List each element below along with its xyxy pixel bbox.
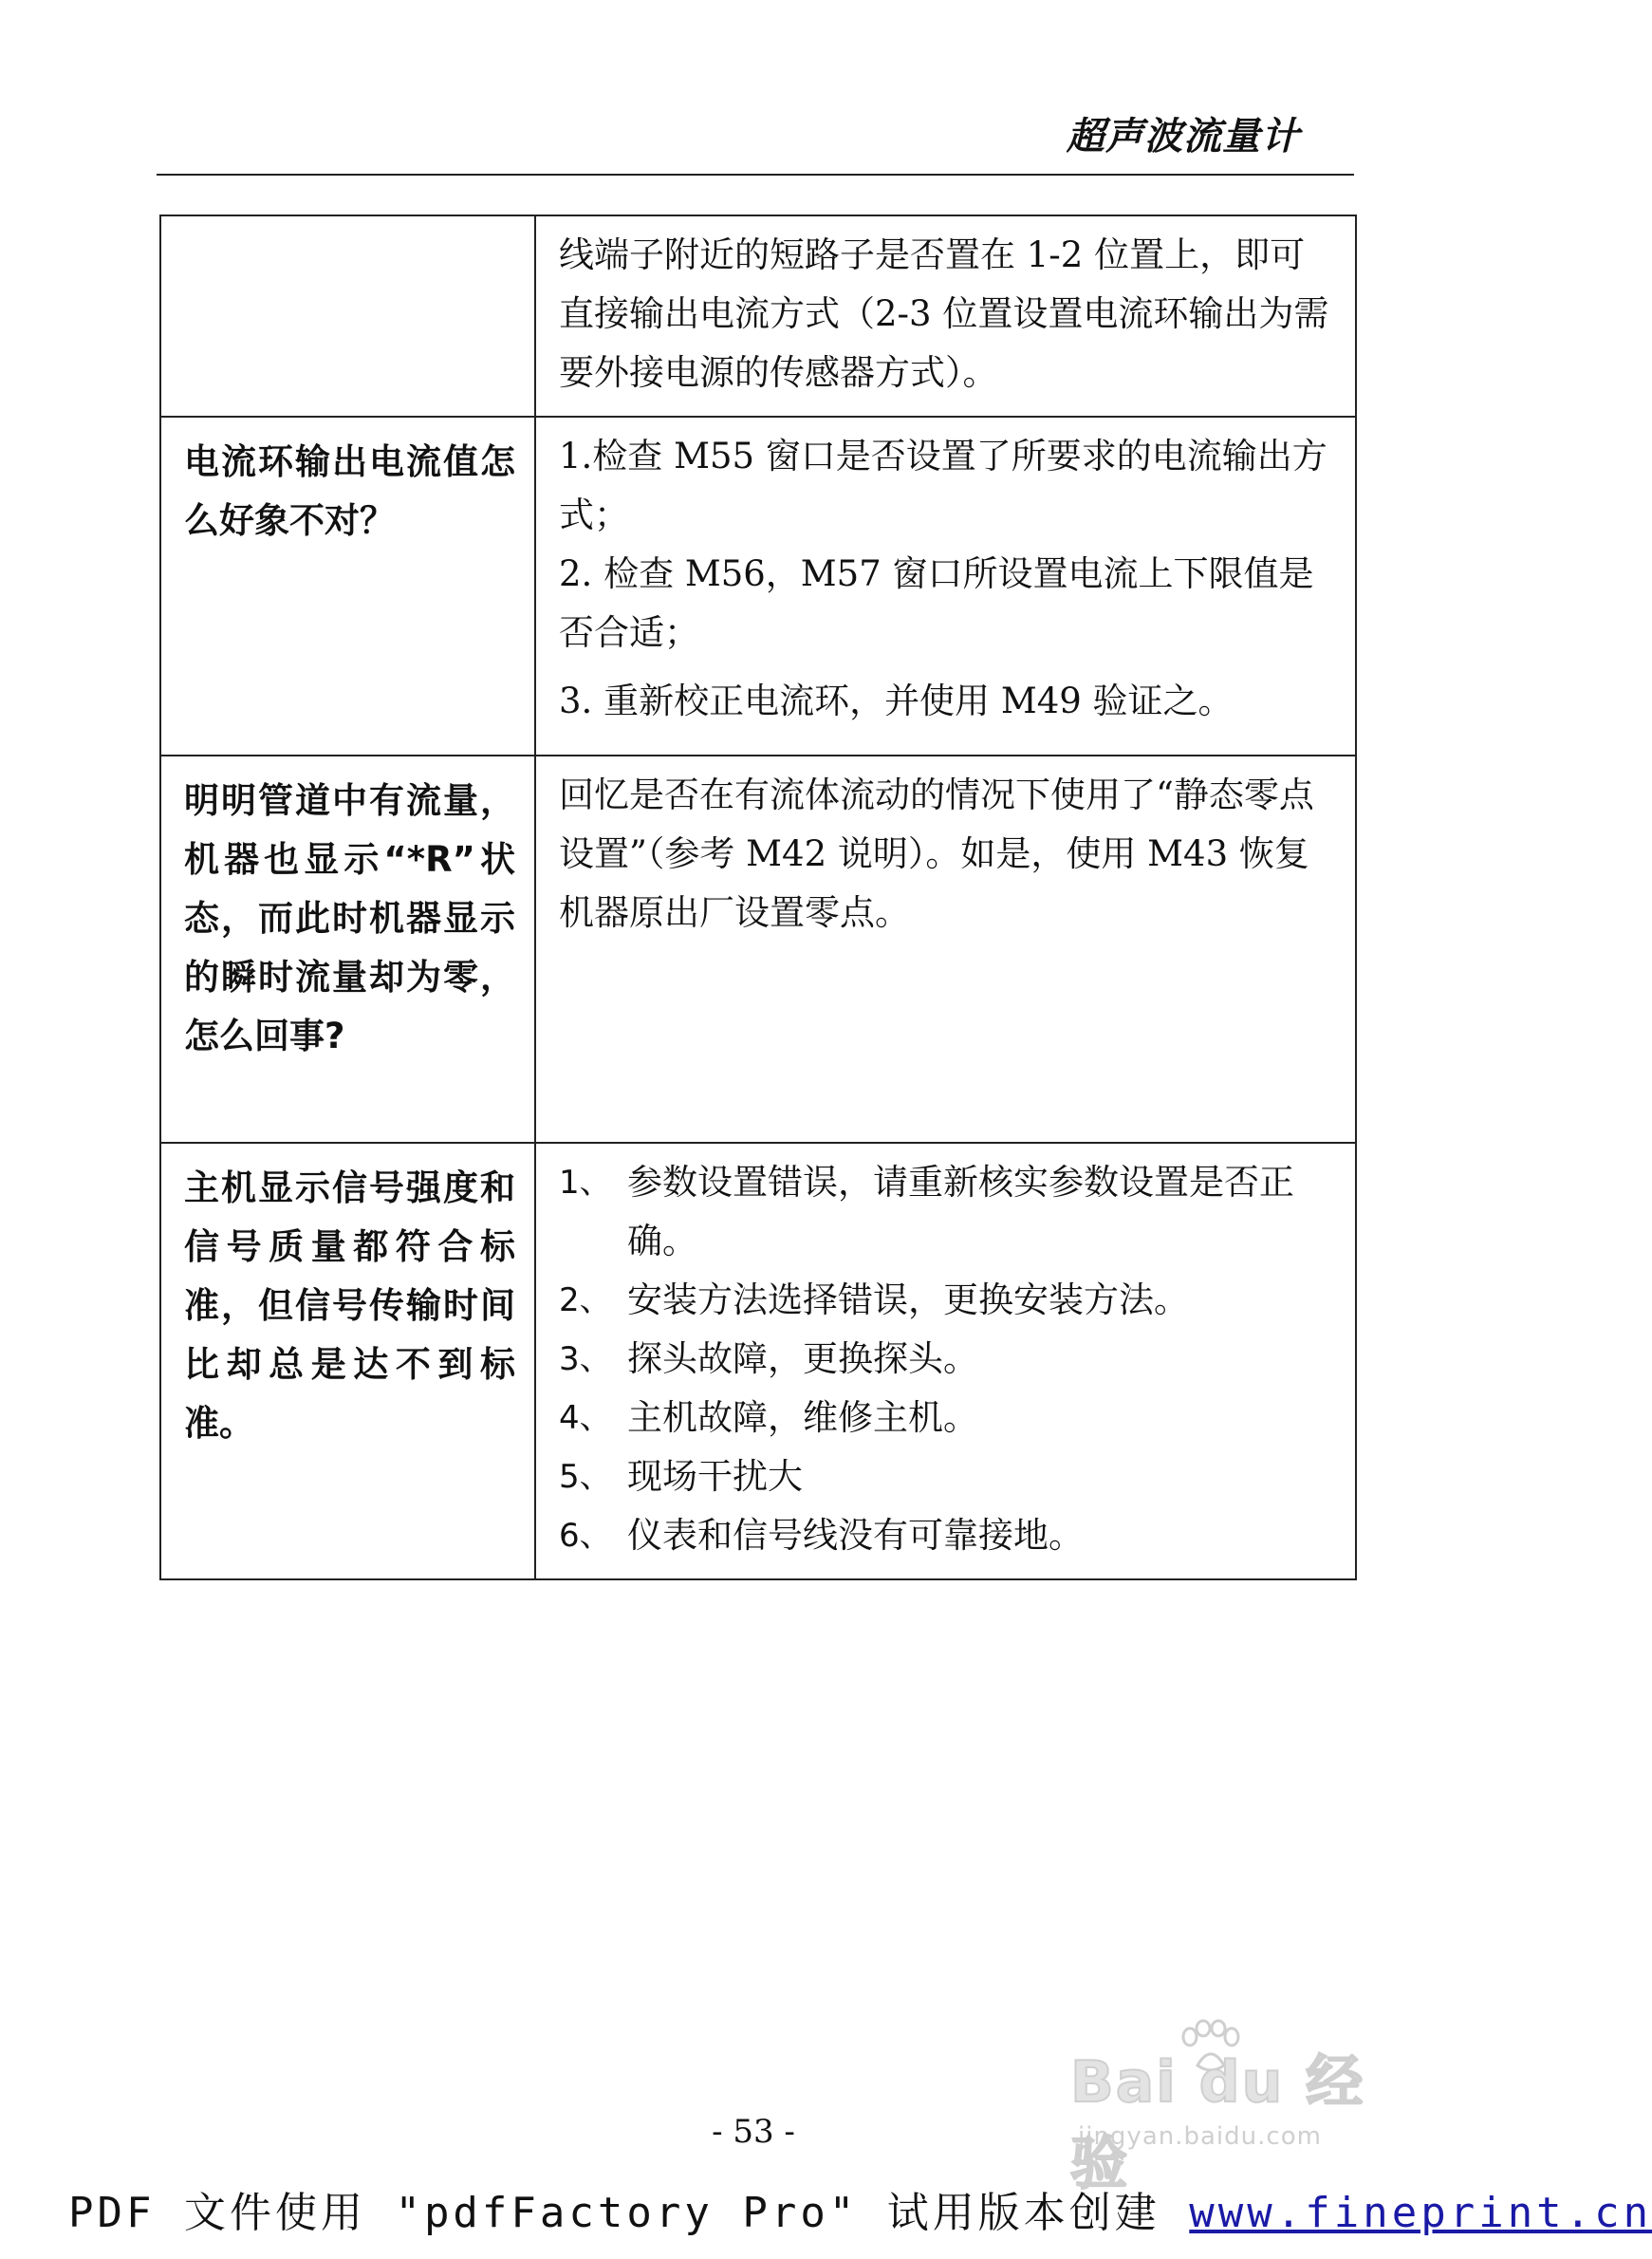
answer-cell (535, 417, 1356, 756)
list-item (559, 1506, 1336, 1565)
list-item-number: 4、 (559, 1399, 612, 1437)
cause-list (559, 1153, 1336, 1565)
table-row (160, 417, 1356, 756)
list-item-text: 探头故障，更换探头。 (627, 1338, 978, 1379)
answer-cell (535, 756, 1356, 1143)
list-item-number: 5、 (559, 1458, 612, 1496)
question-cell: 明明管道中有流量，机器也显示“*R”状态，而此时机器显示的瞬时流量却为零，怎么回事? (160, 756, 535, 1143)
table-row (160, 215, 1356, 417)
footer-notice (68, 2178, 1652, 2239)
list-item-text: 参数设置错误，请重新核实参数设置是否正确。 (627, 1162, 1294, 1261)
answer-cell (535, 215, 1356, 417)
answer-paragraph: 1.检查 M55 窗口是否设置了所要求的电流输出方式； (559, 436, 1327, 535)
footer-link[interactable]: www.fineprint.cn (1189, 2189, 1652, 2237)
list-item-number: 2、 (559, 1281, 612, 1319)
document-header-title: 超声波流量计 (1067, 115, 1300, 159)
answer-paragraph: 2. 检查 M56，M57 窗口所设置电流上下限值是否合适； (559, 553, 1314, 653)
list-item (559, 1447, 1336, 1506)
list-item-number: 6、 (559, 1517, 612, 1555)
answer-paragraph: 3. 重新校正电流环，并使用 M49 验证之。 (559, 681, 1234, 721)
list-item (559, 1153, 1336, 1271)
faq-table (159, 215, 1357, 1580)
page-number: - 53 - (712, 2113, 795, 2151)
answer-cell (535, 1143, 1356, 1579)
list-item-text: 安装方法选择错误，更换安装方法。 (627, 1279, 1189, 1320)
list-item (559, 1389, 1336, 1447)
list-item (559, 1271, 1336, 1330)
list-item-text: 主机故障，维修主机。 (627, 1397, 978, 1438)
list-item-text: 现场干扰大 (627, 1456, 803, 1497)
question-cell (160, 215, 535, 417)
header-divider (157, 174, 1354, 176)
footer-text: PDF 文件使用 "pdfFactory Pro" 试用版本创建 (68, 2189, 1160, 2237)
answer-paragraph: 线端子附近的短路子是否置在 1-2 位置上，即可直接输出电流方式（2-3 位置设置电流环输出为需要外接电源的传感器方式）。 (559, 234, 1329, 393)
table-row (160, 1143, 1356, 1579)
list-item-number: 3、 (559, 1340, 612, 1378)
watermark-brand: Bai du 经验 (1070, 2049, 1365, 2197)
list-item (559, 1330, 1336, 1389)
table-row (160, 756, 1356, 1143)
list-item-number: 1、 (559, 1164, 612, 1202)
list-item-text: 仪表和信号线没有可靠接地。 (627, 1515, 1084, 1556)
question-cell: 主机显示信号强度和信号质量都符合标准，但信号传输时间比却总是达不到标准。 (160, 1143, 535, 1579)
watermark-site: jingyan.baidu.com (1078, 2122, 1322, 2151)
question-cell: 电流环输出电流值怎么好象不对？ (160, 417, 535, 756)
answer-paragraph: 回忆是否在有流体流动的情况下使用了“静态零点设置”（参考 M42 说明）。如是，使用 M43 恢复机器原出厂设置零点。 (559, 775, 1314, 933)
baidu-jingyan-watermark (1070, 2020, 1412, 2197)
